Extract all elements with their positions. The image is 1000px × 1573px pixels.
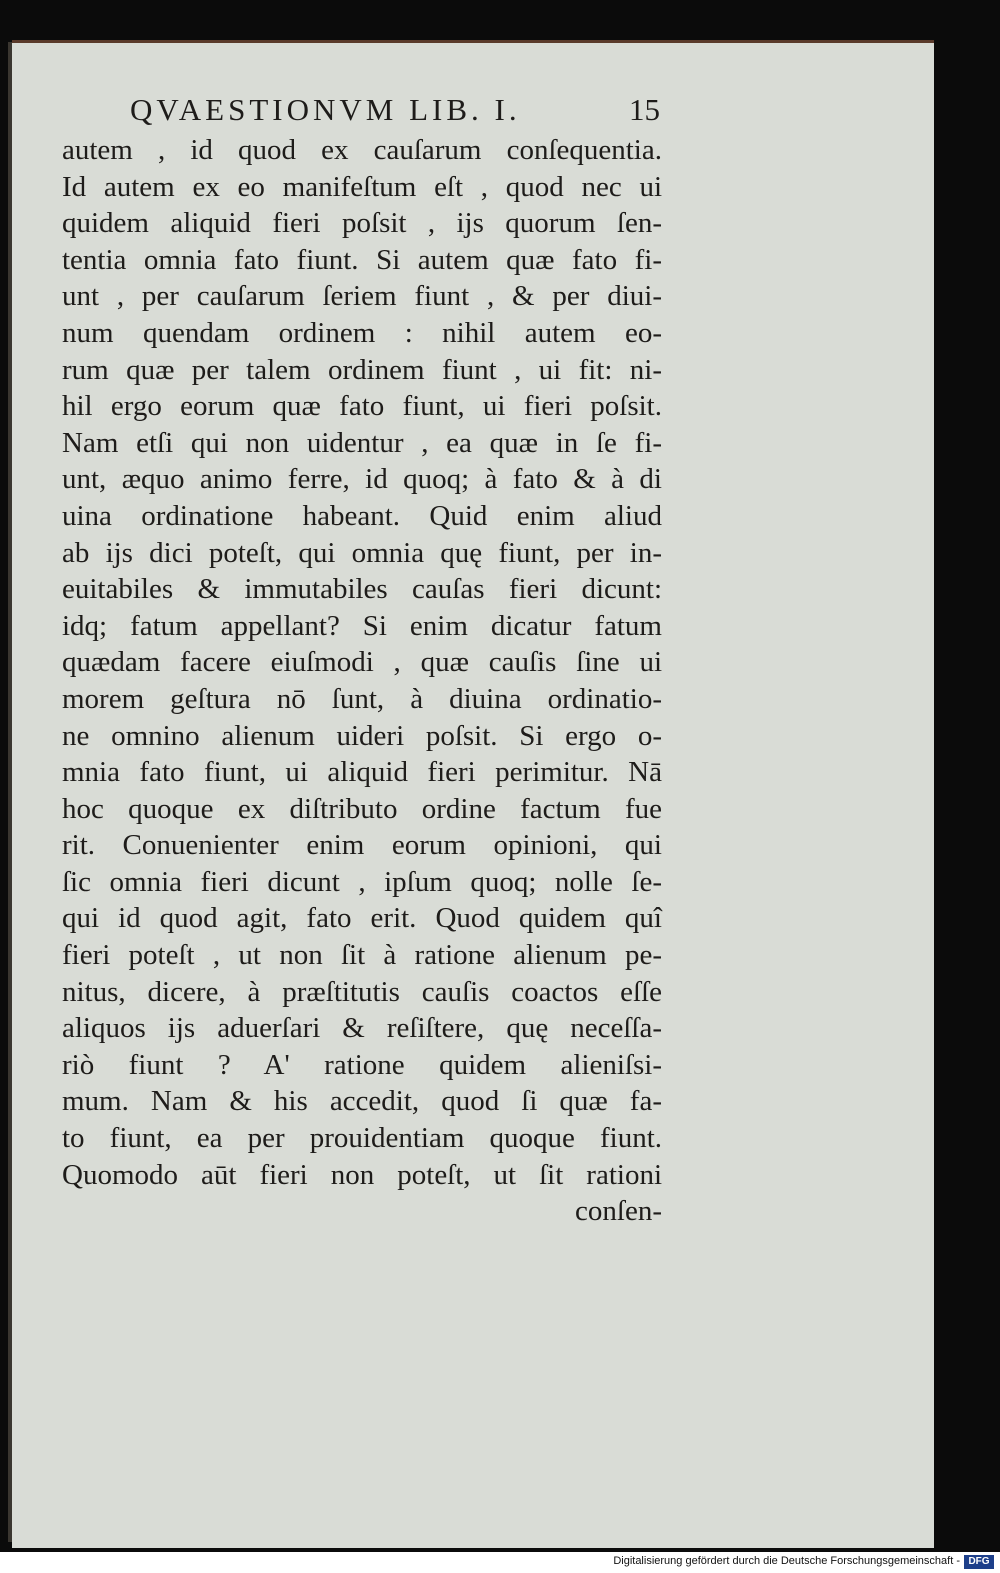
text-line: Nam etſi qui non uidentur , ea quæ in ſe fi-: [62, 426, 662, 459]
body-text: [62, 132, 662, 1230]
text-line: hoc quoque ex diſtributo ordine factum fue: [62, 792, 662, 825]
text-line: morem geſtura nō ſunt, à diuina ordinatio-: [62, 682, 662, 715]
text-line: quidem aliquid fieri poſsit , ijs quorum ſen-: [62, 207, 662, 240]
footer-bar: [0, 1552, 1000, 1573]
text-line: unt, æquo animo ferre, id quoq; à fato & à di: [62, 463, 662, 496]
running-title: QVAESTIONVM LIB. I.: [130, 92, 521, 127]
text-line: ab ijs dici poteſt, qui omnia quę fiunt, per in-: [62, 536, 662, 569]
catchword: conſen-: [575, 1195, 662, 1228]
text-line: unt , per cauſarum ſeriem fiunt , & per diui-: [62, 280, 662, 313]
text-line: quædam facere eiuſmodi , quæ cauſis ſine ui: [62, 646, 662, 679]
text-line: rum quæ per talem ordinem fiunt , ui fit: ni-: [62, 353, 662, 386]
text-line: qui id quod agit, fato erit. Quod quidem quî: [62, 902, 662, 935]
text-line: ne omnino alienum uideri poſsit. Si ergo o-: [62, 719, 662, 752]
text-line: to fiunt, ea per prouidentiam quoque fiunt.: [62, 1122, 662, 1155]
text-line: tentia omnia fato fiunt. Si autem quæ fato fi-: [62, 243, 662, 276]
text-line: nitus, dicere, à præſtitutis cauſis coactos eſſe: [62, 975, 662, 1008]
text-line: euitabiles & immutabiles cauſas fieri dicunt:: [62, 573, 662, 606]
text-line: idq; fatum appellant? Si enim dicatur fatum: [62, 609, 662, 642]
text-line: fieri poteſt , ut non ſit à ratione alienum pe-: [62, 939, 662, 972]
text-line: ſic omnia fieri dicunt , ipſum quoq; nolle ſe-: [62, 865, 662, 898]
page-header: [130, 92, 660, 132]
text-line: mnia fato fiunt, ui aliquid fieri perimitur. Nā: [62, 756, 662, 789]
text-line: hil ergo eorum quæ fato fiunt, ui fieri poſsit.: [62, 390, 662, 423]
text-line: aliquos ijs aduerſari & reſiſtere, quę neceſſa-: [62, 1012, 662, 1045]
text-line: rit. Conuenienter enim eorum opinioni, qui: [62, 829, 662, 862]
page-number: 15: [629, 92, 660, 127]
text-line: uina ordinatione habeant. Quid enim aliud: [62, 499, 662, 532]
dfg-credit: Digitalisierung gefördert durch die Deutsche Forschungsgemeinschaft -: [613, 1555, 960, 1567]
text-line: mum. Nam & his accedit, quod ſi quæ fa-: [62, 1085, 662, 1118]
dfg-logo-icon: DFG: [964, 1555, 994, 1569]
text-line: autem , id quod ex cauſarum conſequentia.: [62, 134, 662, 166]
text-line: Id autem ex eo manifeſtum eſt , quod nec ui: [62, 170, 662, 203]
text-line: num quendam ordinem : nihil autem eo-: [62, 316, 662, 349]
text-line: Quomodo aūt fieri non poteſt, ut ſit rationi: [62, 1158, 662, 1191]
text-line: riò fiunt ? A' ratione quidem alieniſsi-: [62, 1048, 662, 1081]
